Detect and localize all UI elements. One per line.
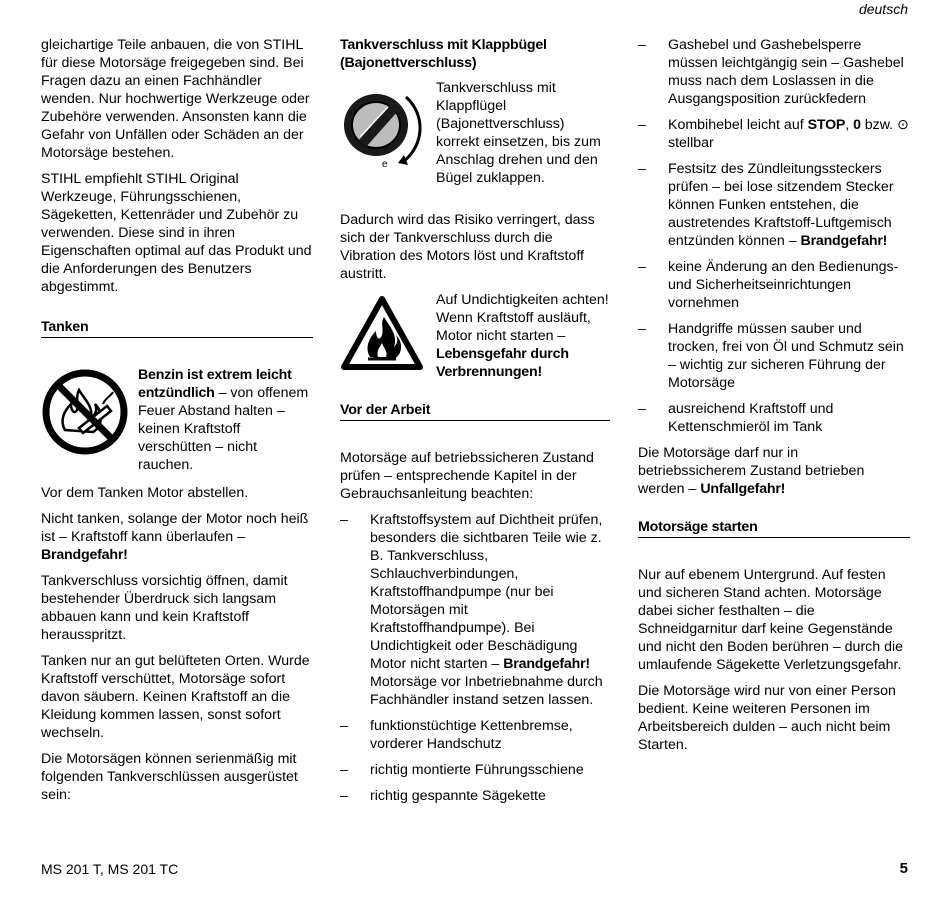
paragraph: Motorsäge auf betriebssicheren Zustand prüfen – entsprechende Kapitel in der Gebrauchsanleitung beachten:	[340, 450, 594, 502]
column-2	[340, 36, 610, 813]
paragraph-text: Die Motorsäge darf nur in betriebssicherem Zustand betrieben werden –	[638, 445, 865, 497]
list-item: – Handgriffe müssen sauber und trocken, frei von Öl und Schmutz sein – wichtig zur sicheren Führung der Motorsäge	[638, 320, 910, 392]
fuel-warning-rest: – von offenem Feuer Abstand halten – keinen Kraftstoff verschütten – nicht rauchen.	[138, 385, 309, 473]
column-1	[41, 36, 313, 812]
fuel-cap-block	[340, 79, 610, 207]
stop-label: STOP	[807, 117, 846, 133]
leak-warning-bold: Lebensgefahr durch Verbrennungen!	[436, 346, 569, 380]
paragraph	[41, 510, 313, 564]
list-item-text: bzw.	[860, 117, 898, 133]
list-item: – Gashebel und Gashebelsperre müssen leichtgängig sein – Gashebel muss nach dem Loslassen in die Ausgangsposition zurückfedern	[638, 36, 910, 108]
paragraph-text: Nicht tanken, solange der Motor noch heiß ist – Kraftstoff kann überlaufen –	[41, 511, 309, 545]
fuel-warning-text	[138, 366, 313, 474]
list-item-text: stellbar	[668, 135, 714, 151]
warning-bold: Brandgefahr!	[800, 233, 888, 249]
list-item	[638, 116, 910, 152]
fuel-cap-text: Tankverschluss mit Klappflügel (Bajonettverschluss) korrekt einsetzen, bis zum Anschlag drehen und den Bügel zuklappen.	[436, 80, 601, 186]
list-item-text: Festsitz des Zündleitungssteckers prüfen – bei lose sitzendem Stecker können Funken entstehen, die austretendes Kraftstoff-Luftgemisch entzünden können –	[668, 161, 894, 249]
flammable-warning-icon	[340, 295, 424, 371]
choke-symbol-icon: ⊙	[897, 117, 909, 133]
list-item: – keine Änderung an den Bedienungs- und Sicherheitseinrichtungen vornehmen	[638, 258, 910, 312]
no-fire-smoking-icon	[41, 368, 129, 456]
list-item-text: Kraftstoffsystem auf Dichtheit prüfen, besonders die sichtbaren Teile wie z. B. Tankverschluss, Schlauchverbindungen, Kraftstoffhandpumpe (nur bei Motorsägen mit Kraftstoffhandpumpe). Bei Undichtigkeit oder Beschädigung Motor nicht starten –	[370, 512, 603, 672]
section-heading-motorsaege-starten: Motorsäge starten	[638, 518, 910, 538]
footer-model: MS 201 T, MS 201 TC	[41, 861, 179, 877]
paragraph: Vor dem Tanken Motor abstellen.	[41, 485, 249, 501]
fuel-cap-icon	[340, 87, 430, 171]
leak-warning-text	[436, 291, 610, 381]
paragraph: STIHL empfiehlt STIHL Original Werkzeuge, Führungsschienen, Sägeketten, Kettenräder und Zubehör zu verwenden. Diese sind in ihren Eigenschaften optimal auf das Produkt und die Anforderungen des Benutzers abgestimmt.	[41, 171, 312, 295]
list-item: – ausreichend Kraftstoff und Kettenschmieröl im Tank	[638, 400, 910, 436]
list-item	[340, 511, 610, 709]
fuel-warning-block	[41, 366, 313, 478]
warning-bold: Unfallgefahr!	[700, 481, 786, 497]
paragraph: Die Motorsäge wird nur von einer Person bedient. Keine weiteren Personen im Arbeitsbereich dulden – auch nicht beim Starten.	[638, 683, 896, 753]
list-item-text: Kombihebel leicht auf	[668, 117, 808, 133]
zero-label: 0	[853, 117, 861, 133]
section-heading-tanken: Tanken	[41, 318, 313, 338]
warning-bold: Brandgefahr!	[503, 656, 590, 672]
leak-warning-rest: Auf Undichtigkeiten achten! Wenn Kraftstoff ausläuft, Motor nicht starten –	[436, 292, 609, 344]
paragraph: Dadurch wird das Risiko verringert, dass sich der Tankverschluss durch die Vibration des Motors löst und Kraftstoff austritt.	[340, 212, 595, 282]
paragraph: Die Motorsägen können serienmäßig mit folgenden Tankverschlüssen ausgerüstet sein:	[41, 751, 298, 803]
fuel-warning-bold: Benzin ist extrem leicht entzündlich	[138, 367, 292, 401]
list-item: – funktionstüchtige Kettenbremse, vorderer Handschutz	[340, 717, 610, 753]
paragraph: Nur auf ebenem Untergrund. Auf festen und sicheren Stand achten. Motorsäge dabei sicher festhalten – die Schneidgarnitur darf keine Gegenstände und nicht den Boden berühren – durch die umlaufende Sägekette Verletzungsgefahr.	[638, 567, 904, 673]
list-item: – richtig montierte Führungsschiene	[340, 761, 610, 779]
list-item	[638, 160, 910, 250]
language-label: deutsch	[858, 1, 908, 17]
paragraph: gleichartige Teile anbauen, die von STIHL für diese Motorsäge freigegeben sind. Bei Fragen dazu an einen Fachhändler wenden. Nur hochwertige Werkzeuge oder Zubehöre verwenden. Ansonsten kann die Gefahr von Unfällen oder Schäden an der Motorsäge bestehen.	[41, 37, 310, 161]
cap-symbol-letter: e	[382, 159, 388, 170]
page-number: 5	[899, 860, 908, 877]
paragraph: Tankverschluss vorsichtig öffnen, damit bestehender Überdruck sich langsam abbauen kann und kein Kraftstoff herausspritzt.	[41, 573, 288, 643]
column-3	[638, 36, 910, 762]
list-item-text: Motorsäge vor Inbetriebnahme durch Fachhändler instand setzen lassen.	[370, 674, 603, 708]
leak-warning-block	[340, 291, 610, 383]
paragraph	[638, 444, 910, 498]
section-heading-vor-der-arbeit: Vor der Arbeit	[340, 401, 610, 421]
warning-bold: Brandgefahr!	[41, 547, 128, 563]
list-item-text: ,	[845, 117, 854, 133]
section-heading-tankverschluss: Tankverschluss mit Klappbügel (Bajonettverschluss)	[340, 37, 547, 71]
paragraph: Tanken nur an gut belüfteten Orten. Wurde Kraftstoff verschüttet, Motorsäge sofort davon säubern. Keinen Kraftstoff an die Kleidung kommen lassen, sonst sofort wechseln.	[41, 653, 310, 741]
list-item: – richtig gespannte Sägekette	[340, 787, 610, 805]
